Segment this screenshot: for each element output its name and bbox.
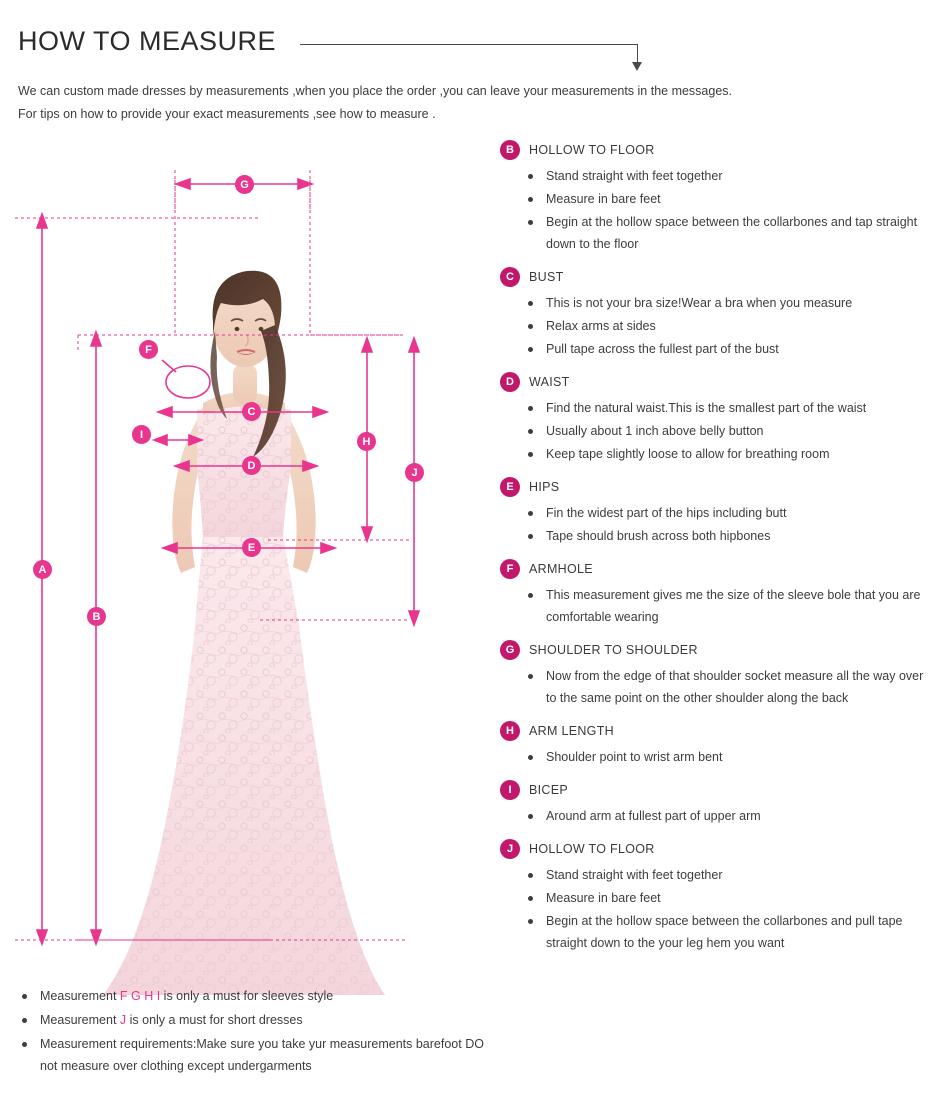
footer-note-2	[18, 1009, 488, 1031]
group-header	[500, 780, 924, 800]
group-badge-h: H	[500, 721, 520, 741]
diagram-badge-c: C	[242, 402, 261, 421]
header-rule-horizontal	[300, 44, 638, 45]
footer-note-3-text: Measurement requirements:Make sure you take yur measurements barefoot DO not measure over clothing except undergarments	[40, 1037, 484, 1073]
diagram-badge-e: E	[242, 538, 261, 557]
tip-item: Measure in bare feet	[524, 887, 924, 909]
group-header	[500, 640, 924, 660]
measurement-list	[500, 140, 924, 966]
group-title-g: SHOULDER TO SHOULDER	[529, 643, 698, 657]
tip-item: Begin at the hollow space between the collarbones and tap straight down to the floor	[524, 211, 924, 255]
intro-line-2: For tips on how to provide your exact measurements ,see how to measure .	[18, 107, 436, 121]
group-tips-d	[500, 397, 924, 465]
measurement-group-h	[500, 721, 924, 768]
measurement-group-j	[500, 839, 924, 954]
diagram-badge-a: A	[33, 560, 52, 579]
measurement-group-f	[500, 559, 924, 628]
group-title-d: WAIST	[529, 375, 570, 389]
measurement-group-b	[500, 140, 924, 255]
measurement-marks	[10, 150, 480, 960]
tip-item: Pull tape across the fullest part of the bust	[524, 338, 924, 360]
measurement-group-g	[500, 640, 924, 709]
group-badge-f: F	[500, 559, 520, 579]
group-tips-g	[500, 665, 924, 709]
diagram-badge-j: J	[405, 463, 424, 482]
group-tips-b	[500, 165, 924, 255]
group-header	[500, 559, 924, 579]
footer-note-2-pre: Measurement	[40, 1013, 120, 1027]
group-title-b: HOLLOW TO FLOOR	[529, 143, 655, 157]
group-title-i: BICEP	[529, 783, 569, 797]
tip-item: Usually about 1 inch above belly button	[524, 420, 924, 442]
footer-note-1	[18, 985, 488, 1007]
tip-item: Stand straight with feet together	[524, 864, 924, 886]
group-header	[500, 839, 924, 859]
intro-text	[18, 84, 898, 130]
tip-item: Now from the edge of that shoulder socket measure all the way over to the same point on the other shoulder along the back	[524, 665, 924, 709]
footer-note-1-highlight: F G H I	[119, 989, 161, 1003]
group-badge-c: C	[500, 267, 520, 287]
header	[18, 26, 276, 57]
group-badge-j: J	[500, 839, 520, 859]
group-header	[500, 372, 924, 392]
footer-note-2-post: is only a must for short dresses	[126, 1013, 303, 1027]
footer-notes	[18, 985, 488, 1079]
group-tips-h	[500, 746, 924, 768]
tip-item: Around arm at fullest part of upper arm	[524, 805, 924, 827]
group-title-c: BUST	[529, 270, 564, 284]
group-tips-i	[500, 805, 924, 827]
measurement-group-i	[500, 780, 924, 827]
group-title-h: ARM LENGTH	[529, 724, 614, 738]
tip-item: This measurement gives me the size of the sleeve bole that you are comfortable wearing	[524, 584, 924, 628]
diagram-badge-d: D	[242, 456, 261, 475]
tip-item: Fin the widest part of the hips including butt	[524, 502, 924, 524]
diagram-badge-f: F	[139, 340, 158, 359]
group-title-e: HIPS	[529, 480, 560, 494]
measurement-group-c	[500, 267, 924, 360]
group-header	[500, 721, 924, 741]
group-header	[500, 267, 924, 287]
footer-note-2-highlight: J	[119, 1013, 127, 1027]
tip-item: Relax arms at sides	[524, 315, 924, 337]
tip-item: Tape should brush across both hipbones	[524, 525, 924, 547]
diagram-badge-g: G	[235, 175, 254, 194]
footer-note-3	[18, 1033, 488, 1077]
page-title: HOW TO MEASURE	[18, 26, 277, 56]
group-badge-g: G	[500, 640, 520, 660]
footer-note-1-post: is only a must for sleeves style	[160, 989, 334, 1003]
diagram-badge-b: B	[87, 607, 106, 626]
tip-item: Find the natural waist.This is the smallest part of the waist	[524, 397, 924, 419]
group-badge-d: D	[500, 372, 520, 392]
tip-item: This is not your bra size!Wear a bra when you measure	[524, 292, 924, 314]
group-title-f: ARMHOLE	[529, 562, 593, 576]
measurement-group-e	[500, 477, 924, 547]
intro-line-1: We can custom made dresses by measurements ,when you place the order ,you can leave your measurements in the messages.	[18, 84, 733, 98]
group-tips-c	[500, 292, 924, 360]
group-header	[500, 140, 924, 160]
measurement-diagram	[10, 150, 480, 960]
group-tips-j	[500, 864, 924, 954]
group-badge-e: E	[500, 477, 520, 497]
group-title-j: HOLLOW TO FLOOR	[529, 842, 655, 856]
diagram-badge-h: H	[357, 432, 376, 451]
tip-item: Measure in bare feet	[524, 188, 924, 210]
tip-item: Begin at the hollow space between the collarbones and pull tape straight down to the your leg hem you want	[524, 910, 924, 954]
group-header	[500, 477, 924, 497]
measurement-group-d	[500, 372, 924, 465]
diagram-badge-i: I	[132, 425, 151, 444]
group-badge-b: B	[500, 140, 520, 160]
tip-item: Keep tape slightly loose to allow for breathing room	[524, 443, 924, 465]
footer-note-1-pre: Measurement	[40, 989, 120, 1003]
group-badge-i: I	[500, 780, 520, 800]
tip-item: Shoulder point to wrist arm bent	[524, 746, 924, 768]
group-tips-e	[500, 502, 924, 547]
tip-item: Stand straight with feet together	[524, 165, 924, 187]
header-arrow-icon	[632, 62, 642, 71]
group-tips-f	[500, 584, 924, 628]
